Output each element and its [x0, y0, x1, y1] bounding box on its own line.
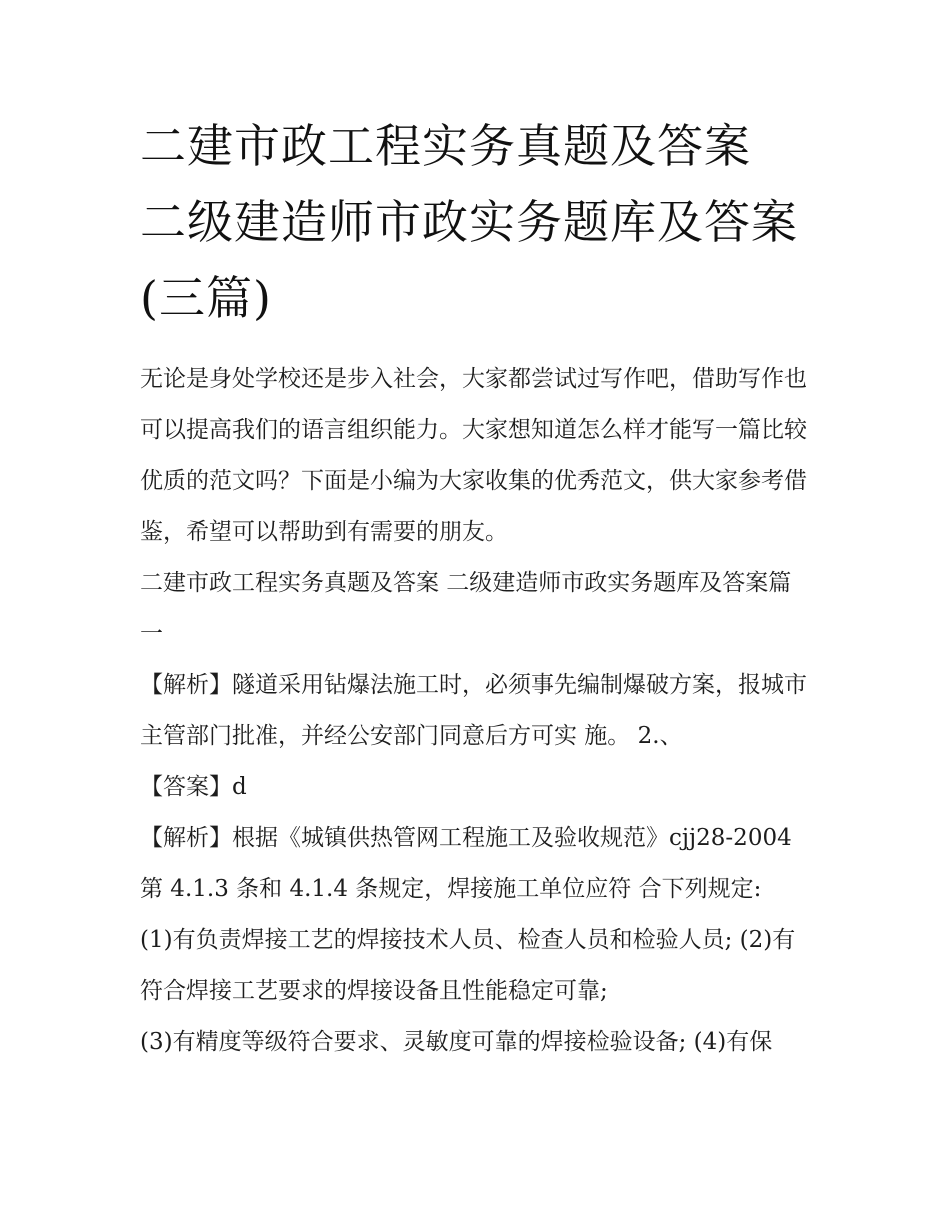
answer-paragraph: 【答案】d	[140, 774, 247, 800]
analysis-paragraph-1: 【解析】隧道采用钻爆法施工时，必须事先编制爆破方案，报城市主管部门批准，并经公安部门同意后方可实 施。 2.、	[140, 672, 807, 749]
analysis-paragraph-2: 【解析】根据《城镇供热管网工程施工及验收规范》cjj28-2004 第 4.1.3 条和 4.1.4 条规定，焊接施工单位应符 合下列规定:	[140, 825, 792, 902]
requirements-paragraph-2: (3)有精度等级符合要求、灵敏度可靠的焊接检验设备; (4)有保	[140, 1029, 773, 1055]
requirements-paragraph-1: (1)有负责焊接工艺的焊接技术人员、检查人员和检验人员; (2)有符合焊接工艺要求的焊接设备且性能稳定可靠;	[140, 927, 796, 1004]
document-page	[140, 108, 812, 1068]
intro-paragraph: 无论是身处学校还是步入社会，大家都尝试过写作吧，借助写作也可以提高我们的语言组织能力。大家想知道怎么样才能写一篇比较优质的范文吗？下面是小编为大家收集的优秀范文，供大家参考借鉴，希望可以帮助到有需要的朋友。	[140, 366, 807, 545]
document-title: 二建市政工程实务真题及答案 二级建造师市政实务题库及答案(三篇)	[140, 119, 798, 325]
section-heading: 二建市政工程实务真题及答案 二级建造师市政实务题库及答案篇一	[140, 570, 792, 647]
